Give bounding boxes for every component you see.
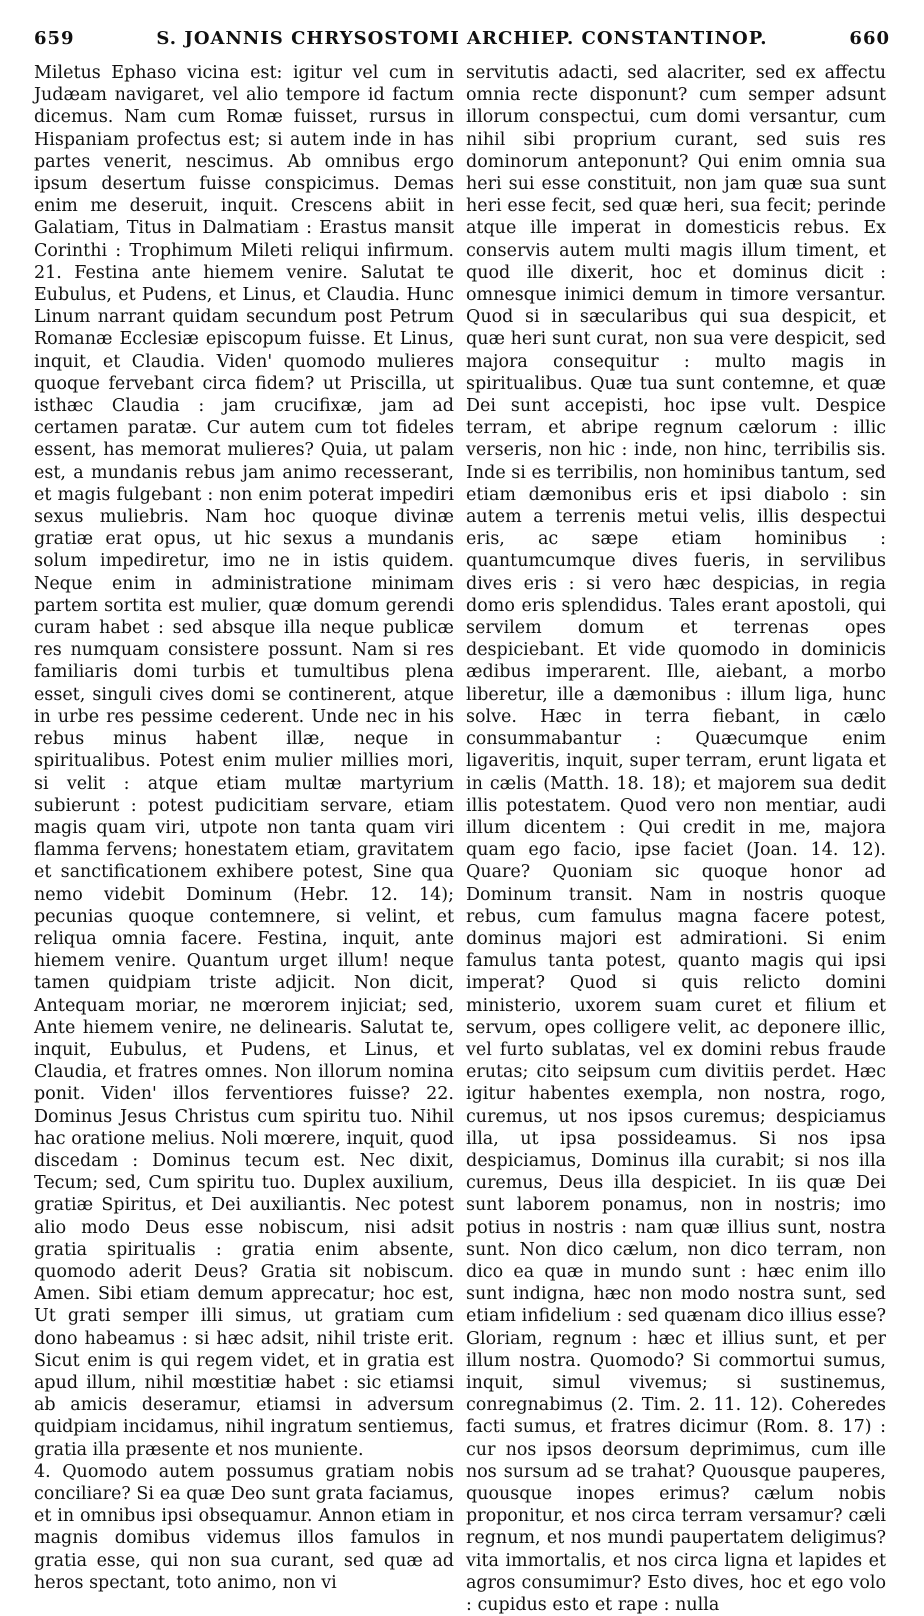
left-paragraph-2: 4. Quomodo autem possumus gratiam nobis conciliare? Si ea quæ Deo sunt grata faciamus, et in omnibus ipsi obsequamur. Annon etiam in magnis domibus videmus illos famulos in gratia esse, qui non sua curant, sed quæ ad heros spectant, toto animo, non vi bbox=[34, 1461, 454, 1593]
left-paragraph-1: Miletus Ephaso vicina est: igitur vel cum in Judæam navigaret, vel alio tempore id factum dicemus. Nam cum Romæ fuisset, rursus in Hispaniam profectus est; si autem inde in has partes venerit, nescimus. Ab omnibus ergo ipsum desertum fuisse conspicimus. Demas enim me deseruit, inquit. Crescens abiit in Galatiam, Titus in Dalmatiam : Erastus mansit Corinthi : Trophimum Mileti reliqui infirmum. 21. Festina ante hiemem venire. Salutat te Eubulus, et Pudens, et Linus, et Claudia. Hunc Linum narrant quidam secundum post Petrum Romanæ Ecclesiæ episcopum fuisse. Et Linus, inquit, et Claudia. Viden' quomodo mulieres quoque fervebant circa fidem? ut Priscilla, ut isthæc Claudia : jam crucifixæ, jam ad certamen paratæ. Cur autem cum tot fideles essent, has memorat mulieres? Quia, ut palam est, a mundanis rebus jam animo recesserant, et magis fulgebant : non enim poterat impediri sexus muliebris. Nam hoc quoque divinæ gratiæ erat opus, ut hic sexus a mundanis solum impediretur, imo ne in istis quidem. Neque enim in administratione minimam partem sortita est mulier, quæ domum gerendi curam habet : sed absque illa neque publicæ res numquam consistere possunt. Nam si res familiaris domi turbis et tumultibus plena esset, singuli cives domi se continerent, atque in urbe res pessime cederent. Unde nec in his rebus minus habent illæ, neque in spiritualibus. Potest enim mulier millies mori, si velit : atque etiam multæ martyrium subierunt : potest pudicitiam servare, etiam magis quam viri, utpote non tanta quam viri flamma fervens; honestatem etiam, gravitatem et sanctificationem exhibere potest, Sine qua nemo videbit Dominum (Hebr. 12. 14); pecunias quoque contemnere, si velint, et reliqua omnia facere. Festina, inquit, ante hiemem venire. Quantum urget illum! neque tamen quidpiam triste adjicit. Non dicit, Antequam moriar, ne mœrorem injiciat; sed, Ante hiemem venire, ne delinearis. Salutat te, inquit, Eubulus, et Pudens, et Linus, et Claudia, et fratres omnes. Non illorum nomina ponit. Viden' illos ferventiores fuisse? 22. Dominus Jesus Christus cum spiritu tuo. Nihil hac oratione melius. Noli mœrere, inquit, quod discedam : Dominus tecum est. Nec dixit, Tecum; sed, Cum spiritu tuo. Duplex auxilium, gratiæ Spiritus, et Dei auxiliantis. Nec potest alio modo Deus esse nobiscum, nisi adsit gratia spiritualis : gratia enim absente, quomodo aderit Deus? Gratia sit nobiscum. Amen. Sibi etiam demum apprecatur; hoc est, Ut grati semper illi simus, ut gratiam cum dono habeamus : si hæc adsit, nihil triste erit. Sicut enim is qui regem videt, et in gratia est apud illum, nihil mœstitiæ habet : sic etiamsi ab amicis deseramur, etiamsi in adversum quidpiam incidamus, nihil ingratum sentiemus, gratia illa præsente et nos muniente. bbox=[34, 63, 454, 1460]
running-title: S. JOANNIS CHRYSOSTOMI ARCHIEP. CONSTANTINOP. bbox=[156, 28, 768, 49]
right-column bbox=[466, 62, 886, 1616]
left-page-number: 659 bbox=[34, 28, 75, 49]
left-column bbox=[34, 62, 454, 1594]
running-header bbox=[0, 0, 924, 60]
right-page-number: 660 bbox=[849, 28, 890, 49]
right-paragraph-1: servitutis adacti, sed alacriter, sed ex affectu omnia recte disponunt? cum semper adsunt illorum conspectui, cum domi versantur, cum nihil sibi proprium curant, sed suis res dominorum anteponunt? Qui enim omnia sua heri sui esse constituit, non jam quæ sua sunt heri esse fecit, sed quæ heri, sua fecit; perinde atque ille imperat in domesticis rebus. Ex conservis autem multi magis illum timent, et quod ille dixerit, hoc et dominus dicit : omnesque inimici demum in timore versantur. Quod si in sæcularibus qui sua despicit, et quæ heri sunt curat, non sua vere despicit, sed majora consequitur : multo magis in spiritualibus. Quæ tua sunt contemne, et quæ Dei sunt accepisti, hoc ipse vult. Despice terram, et abripe regnum cælorum : illic verseris, non hic : inde, non hinc, terribilis sis. Inde si es terribilis, non hominibus tantum, sed etiam dæmonibus eris et ipsi diabolo : sin autem a terrenis metui velis, illis despectui eris, ac sæpe etiam hominibus : quantumcumque dives fueris, in servilibus dives eris : si vero hæc despicias, in regia domo eris splendidus. Tales erant apostoli, qui servilem domum et terrenas opes despiciebant. Et vide quomodo in dominicis ædibus imperarent. Ille, aiebant, a morbo liberetur, ille a dæmonibus : illum liga, hunc solve. Hæc in terra fiebant, in cælo consummabantur : Quæcumque enim ligaveritis, inquit, super terram, erunt ligata et in cælis (Matth. 18. 18); et majorem sua dedit illis potestatem. Quod vero non mentiar, audi illum dicentem : Qui credit in me, majora quam ego facio, ipse faciet (Joan. 14. 12). Quare? Quoniam sic quoque honor ad Dominum transit. Nam in nostris quoque rebus, cum famulus magna facere potest, dominus majori est admirationi. Si enim famulus tanta potest, quanto magis qui ipsi imperat? Quod si quis relicto domini ministerio, uxorem suam curet et filium et servum, opes colligere velit, ac deponere illic, vel furto sublatas, vel ex domini rebus fraude erutas; cito seipsum cum divitiis perdet. Hæc igitur habentes exempla, non nostra, rogo, curemus, ut nos ipsos curemus; despiciamus illa, ut ipsa possideamus. Si nos ipsa despiciamus, Dominus illa curabit; si nos illa curemus, Deus illa despiciet. In iis quæ Dei sunt laborem ponamus, non in nostris; imo potius in nostris : nam quæ illius sunt, nostra sunt. Non dico cælum, non dico terram, non dico ea quæ in mundo sunt : hæc enim illo sunt indigna, hæc non modo nostra sunt, sed etiam infidelium : sed quænam dico illius esse? Gloriam, regnum : hæc et illius sunt, et per illum nostra. Quomodo? Si commortui sumus, inquit, simul vivemus; si sustinemus, conregnabimus (2. Tim. 2. 11. 12). Coheredes facti sumus, et fratres dicimur (Rom. 8. 17) : cur nos ipsos deorsum deprimimus, cum ille nos sursum ad se trahat? Quousque pauperes, quousque inopes erimus? cælum nobis proponitur, et nos circa terram versamur? cæli regnum, et nos mundi paupertatem deligimus? vita immortalis, et nos circa ligna et lapides et agros consumimur? Esto dives, hoc et ego volo : cupidus esto et rape : nulla bbox=[466, 63, 886, 1616]
